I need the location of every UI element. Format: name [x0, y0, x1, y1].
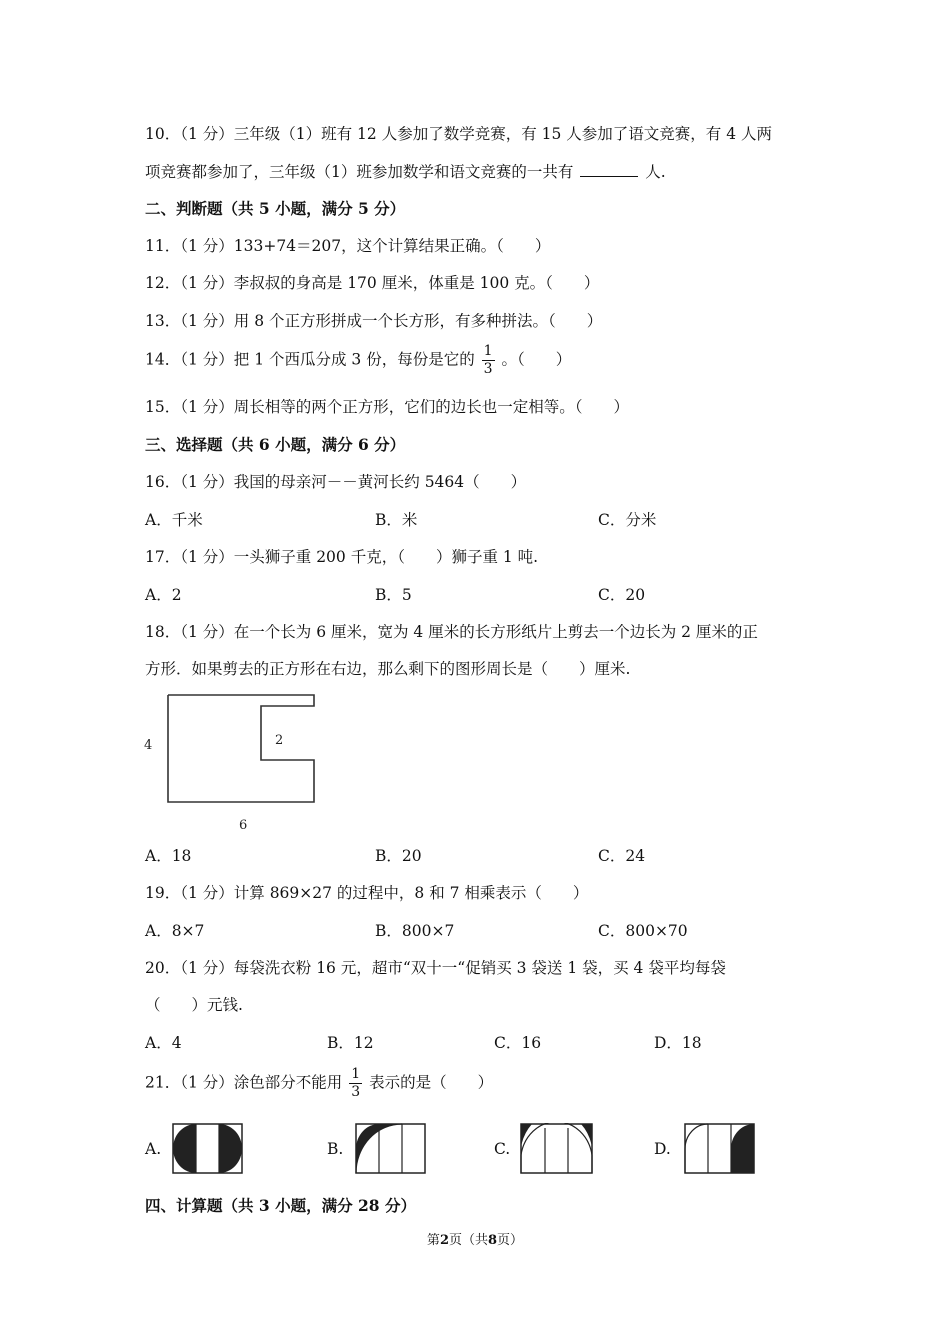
q21-option-b-label[interactable]: B. — [327, 1140, 344, 1158]
q15-text: 15．（1 分）周长相等的两个正方形，它们的边长也一定相等。（ ） — [145, 398, 630, 416]
q21-option-c-figure[interactable] — [520, 1123, 594, 1175]
q20-line1: 20．（1 分）每袋洗衣粉 16 元，超市“双十一“促销买 3 袋送 1 袋，买 4 袋平均每袋 — [145, 959, 726, 977]
q19-option-c[interactable]: C．800×70 — [598, 922, 688, 940]
q14-fraction-denominator: 3 — [483, 361, 493, 377]
q14-line — [145, 343, 571, 378]
q21-fraction-numerator: 1 — [351, 1066, 361, 1082]
section4-title: 四、计算题（共 3 小题，满分 28 分） — [145, 1196, 416, 1215]
q10-answer-blank[interactable] — [580, 162, 638, 177]
q18-line1: 18．（1 分）在一个长为 6 厘米，宽为 4 厘米的长方形纸片上剪去一个边长为 2 厘米的正 — [145, 623, 758, 641]
q16-option-a[interactable]: A．千米 — [145, 511, 203, 529]
q16-option-c[interactable]: C．分米 — [598, 511, 657, 529]
q10-line2 — [145, 162, 666, 182]
q21-option-b-figure[interactable] — [355, 1123, 427, 1175]
q13-text: 13．（1 分）用 8 个正方形拼成一个长方形，有多种拼法。（ ） — [145, 312, 603, 330]
q14-fraction — [482, 343, 495, 378]
q17-option-b[interactable]: B．5 — [375, 586, 412, 604]
q20-option-c[interactable]: C．16 — [494, 1034, 542, 1052]
footer-middle: 页（共 — [448, 1233, 488, 1248]
q12-text: 12．（1 分）李叔叔的身高是 170 厘米，体重是 100 克。（ ） — [145, 274, 600, 292]
section2-title: 二、判断题（共 5 小题，满分 5 分） — [145, 199, 406, 218]
q20-option-a[interactable]: A．4 — [145, 1034, 182, 1052]
q20-option-d[interactable]: D．18 — [654, 1034, 702, 1052]
q19-option-b[interactable]: B．800×7 — [375, 922, 455, 940]
section3-title: 三、选择题（共 6 小题，满分 6 分） — [145, 435, 406, 454]
q18-option-c[interactable]: C．24 — [598, 847, 646, 865]
q19-text: 19．（1 分）计算 869×27 的过程中，8 和 7 相乘表示（ ） — [145, 884, 589, 902]
q11-text: 11．（1 分）133+74＝207，这个计算结果正确。（ ） — [145, 237, 551, 255]
q18-line2: 方形．如果剪去的正方形在右边，那么剩下的图形周长是（ ）厘米. — [145, 660, 631, 678]
q10-line1: 10．（1 分）三年级（1）班有 12 人参加了数学竞赛，有 15 人参加了语文竞赛，有 4 人两 — [145, 125, 772, 143]
q21-line — [145, 1066, 493, 1101]
q17-option-c[interactable]: C．20 — [598, 586, 646, 604]
q21-option-a-label[interactable]: A. — [145, 1140, 162, 1158]
footer-page-number: 2 — [439, 1233, 449, 1248]
q17-option-a[interactable]: A．2 — [145, 586, 182, 604]
footer-suffix: 页） — [497, 1233, 524, 1248]
q18-label-notch: 2 — [275, 733, 284, 748]
q21-fraction-denominator: 3 — [351, 1084, 361, 1100]
q16-option-b[interactable]: B．米 — [375, 511, 418, 529]
q19-option-a[interactable]: A．8×7 — [145, 922, 205, 940]
q18-label-width: 6 — [239, 818, 248, 833]
footer-prefix: 第 — [426, 1233, 440, 1248]
q18-shape-outline — [168, 695, 314, 802]
page-footer — [0, 1229, 950, 1248]
q21-suffix: 表示的是（ ） — [369, 1073, 494, 1092]
q21-option-d-figure[interactable] — [684, 1123, 756, 1175]
q18-label-height: 4 — [144, 738, 153, 753]
q10-line2-text: 项竞赛都参加了，三年级（1）班参加数学和语文竞赛的一共有 — [145, 163, 574, 181]
q21-option-c-label[interactable]: C. — [494, 1140, 511, 1158]
q18-option-b[interactable]: B．20 — [375, 847, 422, 865]
q14-suffix: 。（ ） — [501, 350, 572, 369]
q14-fraction-numerator: 1 — [483, 343, 493, 359]
q21-option-d-label[interactable]: D. — [654, 1140, 671, 1158]
q10-line2-suffix: 人. — [645, 163, 666, 181]
q16-text: 16．（1 分）我国的母亲河－－黄河长约 5464（ ） — [145, 473, 527, 491]
q21-option-a-figure[interactable] — [172, 1123, 244, 1175]
q18-option-a[interactable]: A．18 — [145, 847, 192, 865]
q21-fraction — [349, 1066, 362, 1101]
q21-text: 21．（1 分）涂色部分不能用 — [145, 1073, 343, 1092]
footer-total-pages: 8 — [488, 1233, 498, 1248]
q20-option-b[interactable]: B．12 — [327, 1034, 374, 1052]
q14-text: 14．（1 分）把 1 个西瓜分成 3 份，每份是它的 — [145, 350, 475, 369]
q17-text: 17．（1 分）一头狮子重 200 千克，（ ）狮子重 1 吨. — [145, 548, 539, 566]
q18-shape-figure — [140, 688, 340, 838]
q20-line2: （ ）元钱. — [145, 996, 243, 1014]
